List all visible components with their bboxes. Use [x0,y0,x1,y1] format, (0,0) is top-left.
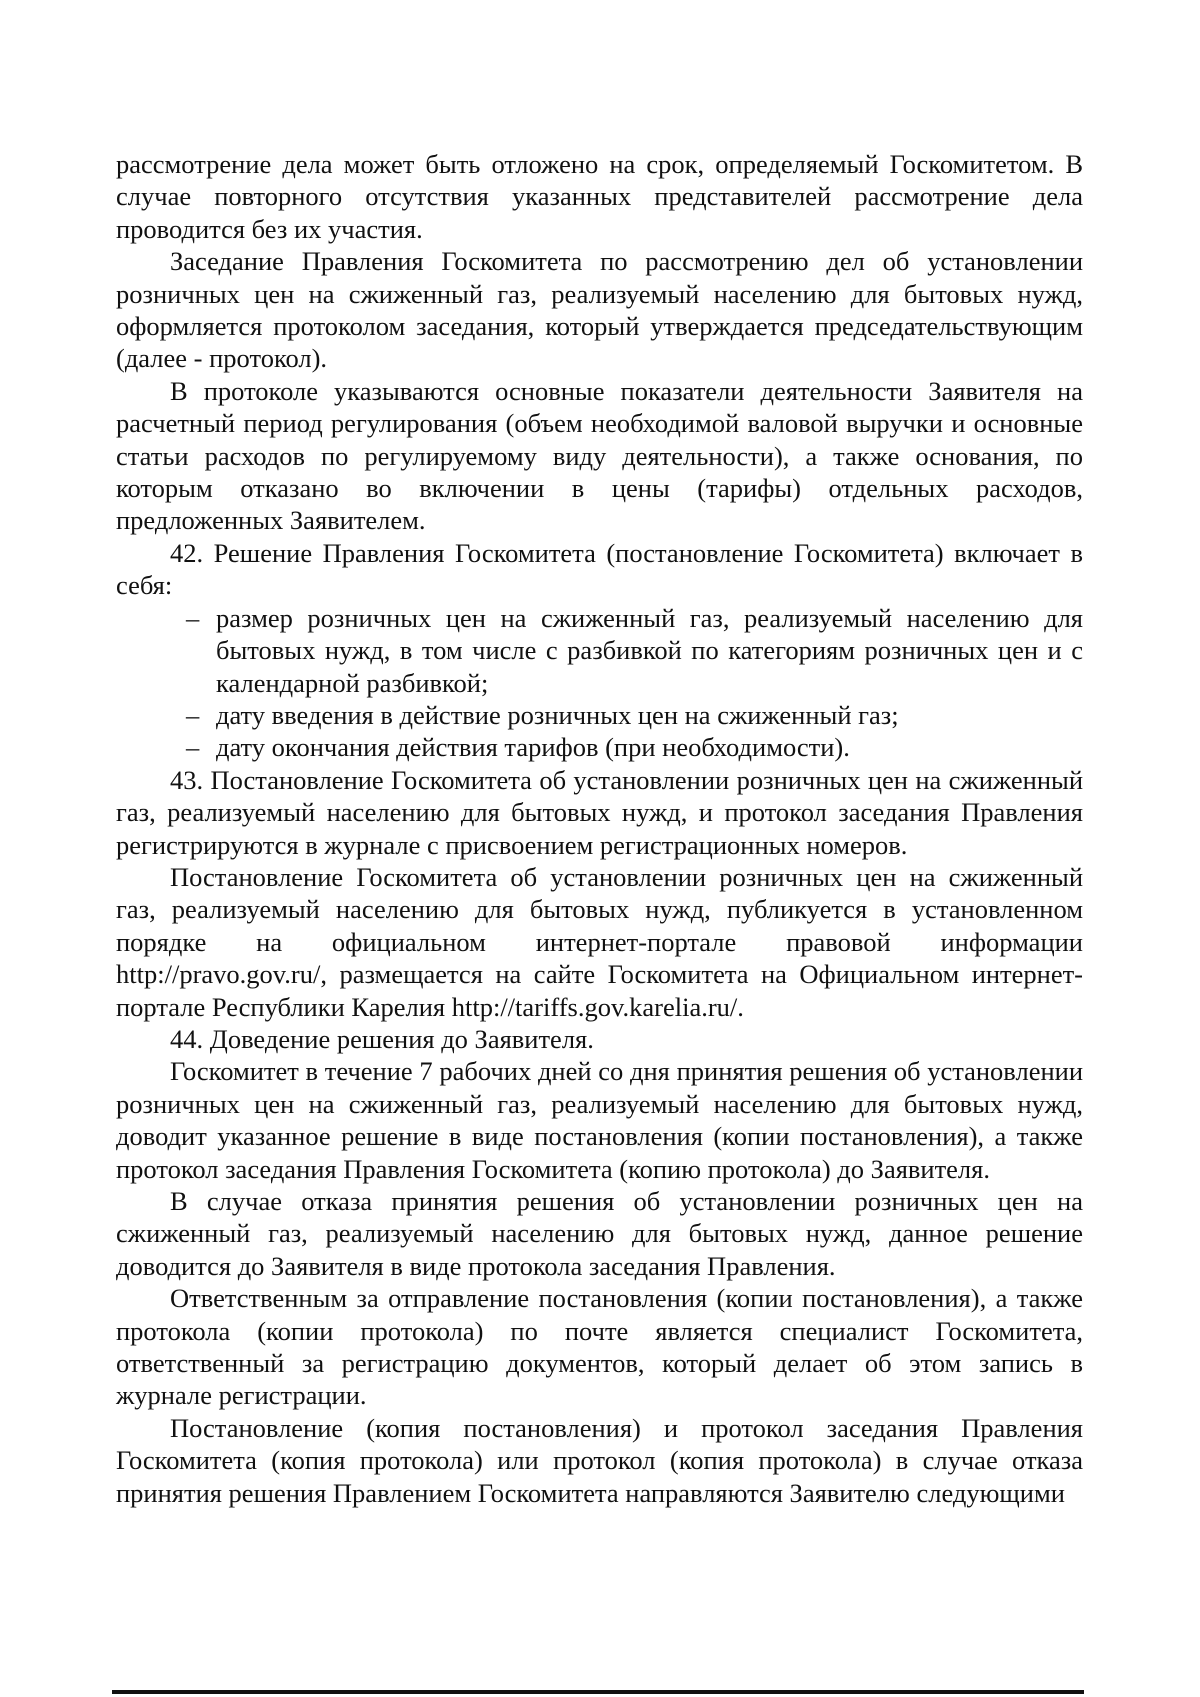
paragraph-refusal-notice: В случае отказа принятия решения об установлении розничных цен на сжиженный газ, реализуемый населению для бытовых нужд, данное решение доводится до Заявителя в виде протокола заседания Правления. [116,1186,1083,1281]
list-dash-marker: – [186,732,200,763]
paragraph-publication: Постановление Госкомитета об установлении розничных цен на сжиженный газ, реализуемый населению для бытовых нужд, публикуется в установленном порядке на официальном интернет-портале правовой информации http://pravo.gov.ru/, размещается на сайте Госкомитета на Официальном интернет-портале Республики Карелия http://tariffs.gov.karelia.ru/. [116,861,1083,1022]
paragraph-meeting-protocol: Заседание Правления Госкомитета по рассмотрению дел об установлении розничных цен на сжиженный газ, реализуемый населению для бытовых нужд, оформляется протоколом заседания, который утверждается председательствующим (далее - протокол). [116,246,1083,374]
list-item [186,731,1083,763]
list-dash-marker: – [186,602,200,633]
list-dash-marker: – [186,699,200,730]
paragraph-continuation: рассмотрение дела может быть отложено на срок, определяемый Госкомитетом. В случае повторного отсутствия указанных представителей рассмотрение дела проводится без их участия. [116,149,1083,244]
list-item-text: размер розничных цен на сжиженный газ, реализуемый населению для бытовых нужд, в том числе с разбивкой по категориям розничных цен и с календарной разбивкой; [216,602,1083,698]
paragraph-notification-term: Госкомитет в течение 7 рабочих дней со дня принятия решения об установлении розничных цен на сжиженный газ, реализуемый населению для бытовых нужд, доводит указанное решение в виде постановления (копии постановления), а также протокол заседания Правления Госкомитета (копию протокола) до Заявителя. [116,1056,1083,1184]
paragraph-protocol-contents: В протоколе указываются основные показатели деятельности Заявителя на расчетный период регулирования (объем необходимой валовой выручки и основные статьи расходов по регулируемому виду деятельности), а также основания, по которым отказано во включении в цены (тарифы) отдельных расходов, предложенных Заявителем. [116,375,1083,536]
document-body [116,148,1083,1509]
list-item [186,602,1083,699]
list-item-text: дату окончания действия тарифов (при необходимости). [216,732,850,763]
paragraph-delivery-methods: Постановление (копия постановления) и протокол заседания Правления Госкомитета (копия протокола) или протокол (копия протокола) в случае отказа принятия решения Правлением Госкомитета направляются Заявителю следующими [116,1412,1083,1508]
paragraph-item-42: 42. Решение Правления Госкомитета (постановление Госкомитета) включает в себя: [116,537,1083,601]
list-item-text: дату введения в действие розничных цен на сжиженный газ; [216,699,899,730]
list-item [186,699,1083,731]
decision-contents-list [116,602,1083,764]
paragraph-item-44: 44. Доведение решения до Заявителя. [170,1023,594,1054]
paragraph-item-43: 43. Постановление Госкомитета об установлении розничных цен на сжиженный газ, реализуемый населению для бытовых нужд, и протокол заседания Правления регистрируются в журнале с присвоением регистрационных номеров. [116,764,1083,860]
paragraph-responsible-person: Ответственным за отправление постановления (копии постановления), а также протокола (копии протокола) по почте является специалист Госкомитета, ответственный за регистрацию документов, который делает об этом запись в журнале регистрации. [116,1283,1083,1411]
footer-rule-divider [112,1690,1084,1694]
